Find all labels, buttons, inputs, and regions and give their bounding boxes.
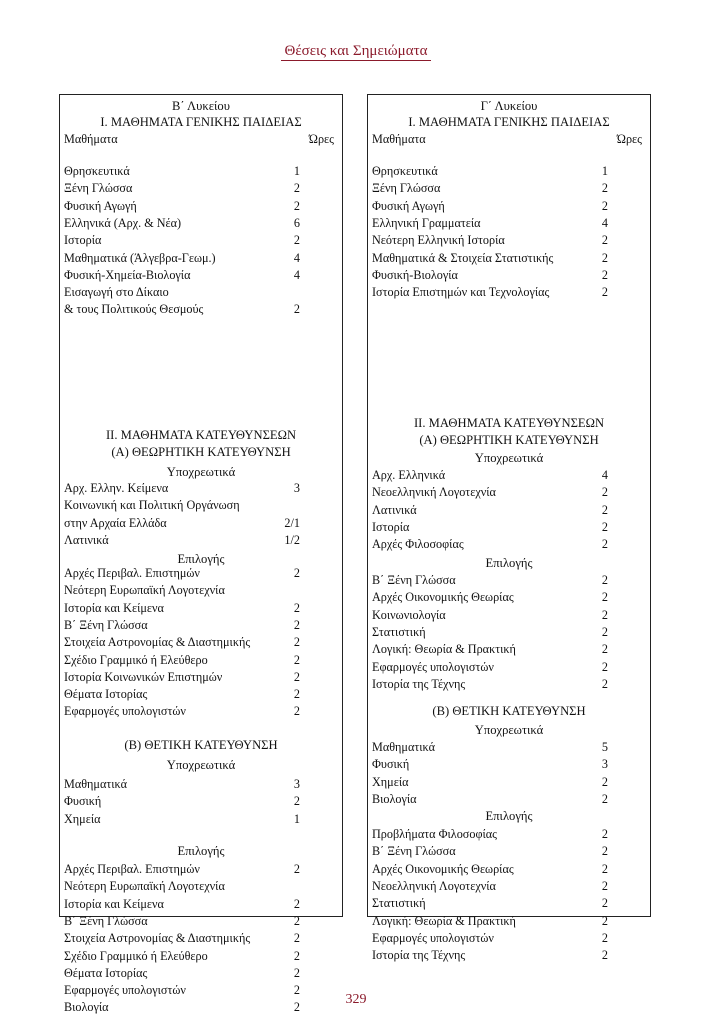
subject-row (60, 198, 342, 215)
subject-name: Στοιχεία Αστρονομίας & Διαστημικής (64, 635, 251, 650)
subject-row (60, 652, 342, 669)
subject-name: Ιστορία και Κείμενα (64, 896, 164, 911)
subject-hours: 2 (601, 502, 608, 517)
subject-row (60, 163, 342, 180)
subject-name: Στατιστική (372, 896, 426, 911)
subject-row (368, 641, 650, 658)
subject-name: Χημεία (64, 811, 101, 826)
subject-hours: 3 (293, 777, 300, 791)
subject-name: Αρχ. Ελλην. Κείμενα (64, 481, 169, 495)
subject-row (60, 250, 342, 267)
subject-hours: 2 (601, 844, 608, 859)
general-section-title: Ι. ΜΑΘΗΜΑΤΑ ΓΕΝΙΚΗΣ ΠΑΙΔΕΙΑΣ (408, 115, 610, 129)
subject-row (60, 686, 342, 703)
subject-row (368, 624, 650, 641)
subject-name: Φυσική (64, 794, 102, 809)
subject-hours: 2 (293, 669, 300, 684)
subject-name: στην Αρχαία Ελλάδα (64, 515, 167, 530)
subject-name: Ελληνικά (Αρχ. & Νέα) (64, 215, 182, 230)
subject-row (60, 480, 342, 497)
subject-name: Ξένη Γλώσσα (64, 181, 133, 196)
subject-hours: 2 (293, 617, 300, 632)
subject-hours: 2 (601, 285, 608, 300)
subject-row (60, 565, 342, 582)
subject-hours: 2 (601, 607, 608, 622)
subject-name: Αρχές Οικονομικής Θεωρίας (372, 861, 514, 876)
subject-name: Ιστορία της Τέχνης (372, 676, 466, 691)
subject-name: Εφαρμογές υπολογιστών (64, 704, 186, 719)
required-label: Υποχρεωτικά (166, 758, 236, 772)
subject-row (368, 826, 650, 843)
subject-hours: 2 (293, 896, 300, 911)
subject-hours: 2 (293, 600, 300, 615)
subject-name: Ιστορία Κοινωνικών Επιστημών (64, 669, 223, 684)
subject-row (368, 250, 650, 267)
positive-direction-title: (Β) ΘΕΤΙΚΗ ΚΑΤΕΥΘΥΝΣΗ (432, 704, 586, 718)
subject-row (60, 515, 342, 532)
subject-name: Β΄ Ξένη Γλώσσα (372, 573, 456, 587)
subject-name: Ιστορία Επιστημών και Τεχνολογίας (372, 285, 550, 300)
subject-row (368, 502, 650, 519)
positive-direction-title: (Β) ΘΕΤΙΚΗ ΚΑΤΕΥΘΥΝΣΗ (124, 738, 278, 752)
header-title: Θέσεις και Σημειώματα (281, 43, 432, 61)
optional-label: Επιλογής (177, 552, 225, 566)
subject-row (368, 791, 650, 808)
column-headers (60, 131, 342, 148)
direction-section-title: ΙΙ. ΜΑΘΗΜΑΤΑ ΚΑΤΕΥΘΥΝΣΕΩΝ (105, 428, 297, 442)
hours-header: Ώρες (616, 132, 642, 146)
subject-name: Θρησκευτικά (372, 164, 438, 178)
subject-name: Φυσική (372, 757, 410, 772)
subject-row (60, 634, 342, 651)
subject-name: Λατινικά (372, 502, 417, 517)
subject-row (368, 232, 650, 249)
subject-hours: 2 (601, 267, 608, 282)
subject-row (60, 703, 342, 720)
subject-name: Θέματα Ιστορίας (64, 687, 148, 702)
subject-name: Βιολογία (372, 791, 417, 806)
subject-row (60, 232, 342, 249)
subject-name: Θρησκευτικά (64, 164, 130, 178)
subject-hours: 1/2 (284, 532, 300, 547)
subject-row (60, 301, 342, 318)
subject-hours: 2 (601, 519, 608, 534)
subject-name: Βιολογία (64, 1000, 109, 1015)
subject-hours: 2 (293, 931, 300, 946)
subject-row (368, 843, 650, 860)
optional-label: Επιλογής (485, 556, 533, 570)
required-label: Υποχρεωτικά (474, 723, 544, 737)
subject-name: Φυσική Αγωγή (64, 198, 137, 213)
subject-hours: 4 (601, 215, 608, 230)
subject-name: Μαθηματικά (372, 740, 435, 754)
subject-row (368, 659, 650, 676)
subject-hours: 2 (293, 948, 300, 963)
subject-name: Κοινωνιολογία (372, 607, 446, 622)
subject-row (368, 572, 650, 589)
subject-row (368, 215, 650, 232)
subject-hours: 2 (601, 791, 608, 806)
grade-c-table (367, 94, 651, 963)
subject-hours: 2 (601, 233, 608, 248)
theory-direction-title: (Α) ΘΕΩΡΗΤΙΚΗ ΚΑΤΕΥΘΥΝΣΗ (419, 433, 599, 447)
subject-hours: 2 (601, 181, 608, 196)
subject-name: Αρχές Περιβαλ. Επιστημών (64, 566, 200, 580)
optional-label: Επιλογής (485, 809, 533, 823)
subject-row (60, 948, 342, 965)
subject-name: Εφαρμογές υπολογιστών (64, 983, 186, 998)
subject-hours: 2 (601, 861, 608, 876)
subject-hours: 2 (293, 862, 300, 876)
theory-direction-title: (Α) ΘΕΩΡΗΤΙΚΗ ΚΑΤΕΥΘΥΝΣΗ (111, 445, 291, 459)
subject-row (368, 267, 650, 284)
subject-name: Αρχές Οικονομικής Θεωρίας (372, 590, 514, 605)
subject-row (60, 582, 342, 599)
page-header (0, 40, 712, 60)
subject-name: Ξένη Γλώσσα (372, 181, 441, 196)
grade-title: Β΄ Λυκείου (172, 99, 230, 113)
subject-row (368, 676, 650, 693)
subject-hours: 2 (293, 687, 300, 702)
subject-row (368, 484, 650, 501)
subject-hours: 1 (293, 811, 300, 826)
subject-row (368, 467, 650, 484)
subject-row (368, 947, 650, 964)
subject-name: Φυσική Αγωγή (372, 198, 445, 213)
subject-name: Φυσική-Χημεία-Βιολογία (64, 267, 191, 282)
subject-row (60, 267, 342, 284)
subject-name: Ιστορία και Κείμενα (64, 600, 164, 615)
subject-name: Νεοελληνική Λογοτεχνία (372, 485, 496, 500)
subject-name: Λογική: Θεωρία & Πρακτική (372, 913, 516, 928)
subject-hours: 1 (601, 164, 608, 178)
subject-row (60, 793, 342, 810)
subject-row (368, 284, 650, 301)
subject-name: Σχέδιο Γραμμικό ή Ελεύθερο (64, 948, 208, 963)
subject-name: Αρχές Φιλοσοφίας (372, 537, 464, 552)
subject-hours: 2 (601, 198, 608, 213)
subject-hours: 2 (293, 983, 300, 998)
subjects-header: Μαθήματα (372, 132, 426, 146)
subject-hours: 2 (601, 878, 608, 893)
grade-b-table (59, 94, 343, 1015)
subject-row (60, 965, 342, 982)
subject-name: Νεότερη Ευρωπαϊκή Λογοτεχνία (64, 583, 225, 598)
subject-row (368, 198, 650, 215)
subject-hours: 4 (293, 267, 300, 282)
subject-row (60, 930, 342, 947)
subject-hours: 2 (293, 302, 300, 317)
subject-hours: 2 (601, 659, 608, 674)
subject-row (60, 180, 342, 197)
grade-title: Γ΄ Λυκείου (480, 99, 538, 113)
subject-hours: 5 (601, 740, 608, 754)
subject-hours: 2 (293, 198, 300, 213)
subject-hours: 2 (601, 930, 608, 945)
subject-name: Β΄ Ξένη Γλώσσα (372, 844, 456, 859)
subject-row (60, 811, 342, 828)
general-section-title: Ι. ΜΑΘΗΜΑΤΑ ΓΕΝΙΚΗΣ ΠΑΙΔΕΙΑΣ (100, 115, 302, 129)
subject-hours: 2 (601, 573, 608, 587)
subject-name: Νεότερη Ελληνική Ιστορία (372, 233, 505, 248)
subject-name: Λατινικά (64, 532, 109, 547)
subject-hours: 2 (293, 181, 300, 196)
subject-name: Νεοελληνική Λογοτεχνία (372, 878, 496, 893)
subject-name: Εισαγωγή στο Δίκαιο (64, 285, 169, 300)
required-label: Υποχρεωτικά (166, 465, 236, 479)
subject-row (368, 739, 650, 756)
subject-hours: 2 (293, 913, 300, 928)
subject-hours: 2/1 (284, 515, 300, 530)
subject-name: Φυσική-Βιολογία (372, 267, 458, 282)
subject-name: Αρχές Περιβαλ. Επιστημών (64, 862, 200, 876)
subject-hours: 2 (293, 794, 300, 809)
required-label: Υποχρεωτικά (474, 451, 544, 465)
page-number: 329 (345, 992, 367, 1007)
subject-name: Μαθηματικά (64, 777, 127, 791)
subject-name: Αρχ. Ελληνικά (372, 468, 446, 482)
subject-name: Λογική: Θεωρία & Πρακτική (372, 642, 516, 657)
subject-name: Β΄ Ξένη Γλώσσα (64, 617, 148, 632)
subject-row (368, 519, 650, 536)
subject-row (60, 600, 342, 617)
subject-row (368, 930, 650, 947)
subject-hours: 2 (293, 1000, 300, 1015)
subject-name: Νεότερη Ευρωπαϊκή Λογοτεχνία (64, 879, 225, 894)
subject-hours: 2 (601, 896, 608, 911)
subject-name: Κοινωνική και Πολιτική Οργάνωση (64, 498, 240, 513)
subject-name: Ιστορία της Τέχνης (372, 948, 466, 963)
subject-hours: 2 (601, 913, 608, 928)
subject-row (368, 163, 650, 180)
subject-hours: 4 (601, 468, 608, 482)
subject-row (60, 532, 342, 549)
subject-name: Στατιστική (372, 624, 426, 639)
subject-row (368, 607, 650, 624)
subject-name: Β΄ Ξένη Γλώσσα (64, 913, 148, 928)
subject-row (368, 180, 650, 197)
subject-row (368, 861, 650, 878)
subject-row (60, 776, 342, 793)
subject-hours: 2 (601, 676, 608, 691)
subject-hours: 2 (601, 537, 608, 552)
subject-hours: 2 (601, 948, 608, 963)
column-headers (368, 131, 650, 148)
subject-row (368, 878, 650, 895)
subject-row (60, 669, 342, 686)
subject-hours: 2 (293, 566, 300, 580)
subject-hours: 4 (293, 250, 300, 265)
subject-hours: 1 (293, 164, 300, 178)
subject-name: Σχέδιο Γραμμικό ή Ελεύθερο (64, 652, 208, 667)
subject-hours: 2 (601, 642, 608, 657)
subject-name: Θέματα Ιστορίας (64, 965, 148, 980)
subject-name: Ιστορία (64, 233, 102, 248)
subject-name: Στοιχεία Αστρονομίας & Διαστημικής (64, 931, 251, 946)
subject-row (60, 896, 342, 913)
subject-hours: 2 (293, 652, 300, 667)
subjects-header: Μαθήματα (64, 132, 118, 146)
hours-header: Ώρες (308, 132, 334, 146)
subject-hours: 3 (293, 481, 300, 495)
subject-hours: 2 (601, 485, 608, 500)
subject-row (60, 861, 342, 878)
optional-label: Επιλογής (177, 844, 225, 858)
subject-row (368, 774, 650, 791)
subject-row (60, 284, 342, 301)
subject-row (368, 913, 650, 930)
subject-hours: 6 (293, 215, 300, 230)
subject-name: Χημεία (372, 774, 409, 789)
subject-hours: 2 (601, 774, 608, 789)
subject-hours: 2 (293, 233, 300, 248)
subject-hours: 2 (601, 624, 608, 639)
subject-hours: 2 (293, 635, 300, 650)
subject-hours: 2 (601, 590, 608, 605)
subject-row (368, 589, 650, 606)
subject-row (60, 497, 342, 514)
subject-hours: 2 (293, 965, 300, 980)
subject-name: Εφαρμογές υπολογιστών (372, 930, 494, 945)
subject-hours: 3 (601, 757, 608, 772)
subject-name: Ιστορία (372, 519, 410, 534)
subject-name: Προβλήματα Φιλοσοφίας (372, 827, 497, 841)
subject-name: Ελληνική Γραμματεία (372, 215, 481, 230)
subject-hours: 2 (293, 704, 300, 719)
subject-row (60, 878, 342, 895)
direction-section-title: ΙΙ. ΜΑΘΗΜΑΤΑ ΚΑΤΕΥΘΥΝΣΕΩΝ (413, 416, 605, 430)
subject-row (60, 215, 342, 232)
subject-name: Εφαρμογές υπολογιστών (372, 659, 494, 674)
subject-name: & τους Πολιτικούς Θεσμούς (64, 302, 204, 317)
subject-row (368, 536, 650, 553)
subject-row (368, 756, 650, 773)
subject-row (60, 913, 342, 930)
subject-row (368, 895, 650, 912)
subject-name: Μαθηματικά & Στοιχεία Στατιστικής (372, 250, 554, 265)
subject-name: Μαθηματικά (Άλγεβρα-Γεωμ.) (64, 250, 216, 265)
subject-row (60, 617, 342, 634)
subject-hours: 2 (601, 827, 608, 841)
subject-hours: 2 (601, 250, 608, 265)
